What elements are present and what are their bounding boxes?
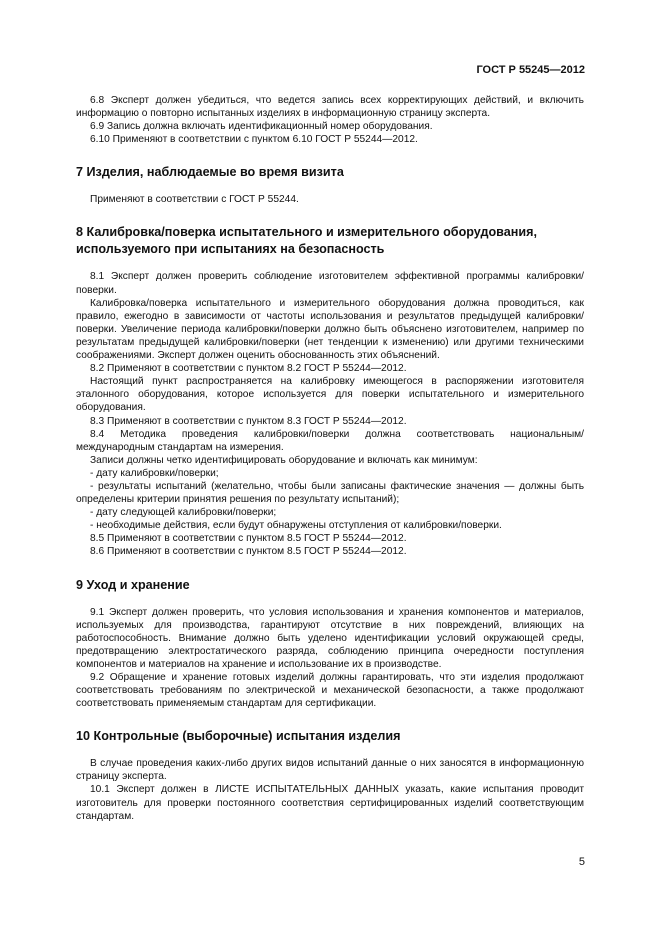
paragraph: 6.9 Запись должна включать идентификационный номер оборудования. [90,121,433,133]
paragraph: 9.2 Обращение и хранение готовых изделий должны гарантировать, что эти изделия продолжают соответствовать требованиям по электрической и механической безопасности, а также продолжают соответствовать применяемым стандартам для сертификации. [76,672,584,710]
paragraph: 8.2 Применяют в соответствии с пунктом 8.2 ГОСТ Р 55244—2012. [90,363,407,375]
paragraph: - необходимые действия, если будут обнаружены отступления от калибровки/поверки. [90,520,502,532]
paragraph: 8.3 Применяют в соответствии с пунктом 8.3 ГОСТ Р 55244—2012. [90,415,407,427]
paragraph: 8.6 Применяют в соответствии с пунктом 8.5 ГОСТ Р 55244—2012. [90,546,407,558]
section-heading: 9 Уход и хранение [76,577,190,592]
page-number: 5 [578,856,585,868]
paragraph: 8.4 Методика проведения калибровки/поверки должна соответствовать национальным/международным стандартам на измерения. [76,428,584,453]
paragraph: Калибровка/поверка испытательного и измерительного оборудования должна проводиться, как правило, ежегодно в зависимости от частоты использования и результатов предыдущей калибровки/поверки. Увеличение периода калибровки/поверки должно быть объяснено изготовителем, например по результатам предыдущей калибровки/поверки (нет тенденции к изменению) или другими техническими соображениями. Эксперт должен оценить обоснованность этих объяснений. [76,297,584,362]
paragraph: 8.5 Применяют в соответствии с пунктом 8.5 ГОСТ Р 55244—2012. [90,533,407,545]
paragraph: 9.1 Эксперт должен проверить, что условия использования и хранения компонентов и материалов, используемых для производства, гарантируют отсутствие в них повреждений, влияющих на работоспособность. Внимание должно быть уделено идентификации условий окружающей среды, предотвращению электростатического разряда, соблюдению принципа очередности поступления компонентов и материалов на хранение и использование их в производстве. [76,606,584,670]
paragraph: Настоящий пункт распространяется на калибровку имеющегося в распоряжении изготовителя эталонного оборудования, которое используется для поверки испытательного и измерительного оборудования. [76,376,584,414]
document-body [76,94,584,823]
section-heading: 10 Контрольные (выборочные) испытания изделия [76,729,401,744]
paragraph: - результаты испытаний (желательно, чтобы были записаны фактические значения — должны быть определены критерии принятия решения по результату испытаний); [76,480,584,506]
paragraph: 8.1 Эксперт должен проверить соблюдение изготовителем эффективной программы калибровки/поверки. [76,271,584,296]
paragraph: - дату следующей калибровки/поверки; [90,507,277,519]
paragraph: Применяют в соответствии с ГОСТ Р 55244. [90,194,299,206]
paragraph: - дату калибровки/поверки; [90,467,219,479]
paragraph: В случае проведения каких-либо других видов испытаний данные о них заносятся в информационную страницу эксперта. [76,758,584,783]
section-heading: 8 Калибровка/поверка испытательного и измерительного оборудования, используемого при испытаниях на безопасность [76,225,537,257]
paragraph: Записи должны четко идентифицировать оборудование и включать как минимум: [90,454,478,466]
paragraph: 6.8 Эксперт должен убедиться, что ведется запись всех корректирующих действий, и включить информацию о повторно испытанных изделиях в информационную страницу эксперта. [76,95,584,120]
paragraph: 10.1 Эксперт должен в ЛИСТЕ ИСПЫТАТЕЛЬНЫХ ДАННЫХ указать, какие испытания проводит изготовитель для проверки постоянного соответствия сертифицированных изделий соответствующим стандартам. [76,784,584,822]
document-code: ГОСТ Р 55245—2012 [476,64,585,76]
paragraph: 6.10 Применяют в соответствии с пунктом 6.10 ГОСТ Р 55244—2012. [90,134,418,146]
section-heading: 7 Изделия, наблюдаемые во время визита [76,165,344,180]
